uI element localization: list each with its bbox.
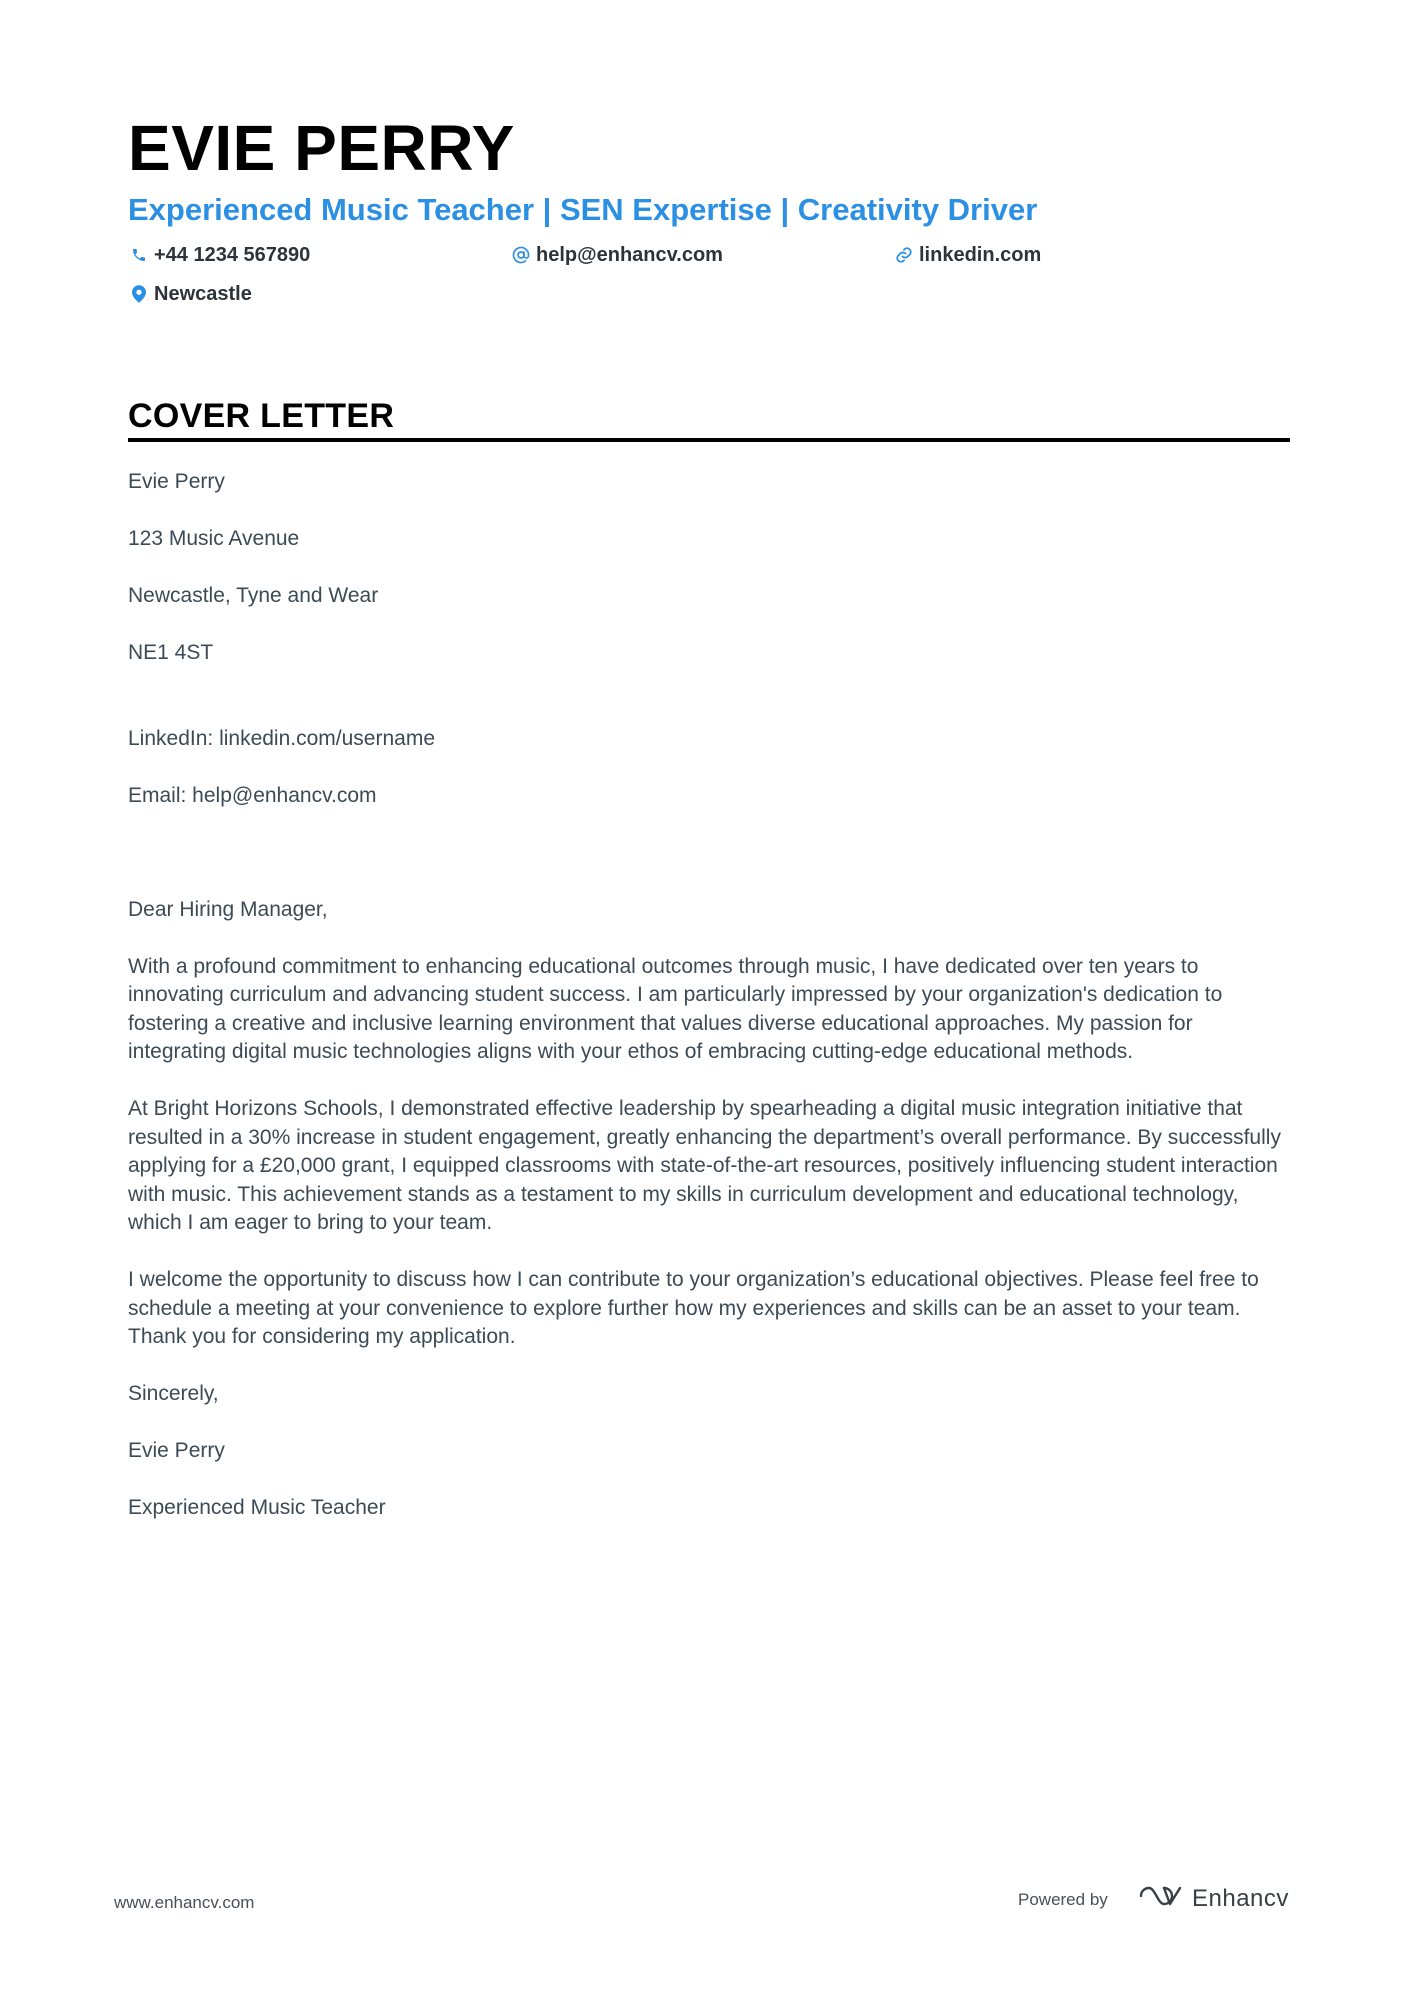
- candidate-name: EVIE PERRY: [128, 112, 515, 184]
- brand-logo[interactable]: [1138, 1884, 1289, 1913]
- location-pin-icon: [128, 283, 150, 305]
- address-line-2: Newcastle, Tyne and Wear: [128, 584, 379, 607]
- salutation: Dear Hiring Manager,: [128, 897, 328, 921]
- phone-text: +44 1234 567890: [154, 243, 311, 266]
- section-title: COVER LETTER: [128, 397, 395, 435]
- brand-name: Enhancv: [1192, 1884, 1289, 1912]
- spacer: [128, 696, 1290, 725]
- signature-name: Evie Perry: [128, 1439, 225, 1462]
- enhancv-logo-icon: [1138, 1884, 1184, 1913]
- postcode: NE1 4ST: [128, 641, 214, 664]
- contact-phone: [128, 241, 310, 269]
- spacer: [128, 839, 1290, 896]
- sender-name: Evie Perry: [128, 470, 225, 493]
- closing: Sincerely,: [128, 1382, 219, 1405]
- paragraph-3: I welcome the opportunity to discuss how I can contribute to your organization’s educational objectives. Please feel free to schedule a meeting at your convenience to explore further how my experiences and skills can be an asset to your team. Thank you for considering my application.: [128, 1268, 1259, 1348]
- paragraph-1: With a profound commitment to enhancing educational outcomes through music, I have dedicated over ten years to innovating curriculum and advancing student success. I am particularly impressed by your organization's dedication to fostering a creative and inclusive learning environment that values diverse educational approaches. My passion for integrating digital music technologies aligns with your ethos of embracing cutting-edge educational methods.: [128, 954, 1223, 1063]
- section-divider: [128, 438, 1290, 442]
- footer-url[interactable]: www.enhancv.com: [114, 1893, 255, 1912]
- link-icon: [893, 244, 915, 266]
- contact-location: [128, 280, 252, 308]
- at-sign-icon: [510, 244, 532, 266]
- website-text[interactable]: linkedin.com: [919, 243, 1042, 266]
- email-line: Email: help@enhancv.com: [128, 783, 377, 807]
- candidate-headline: Experienced Music Teacher | SEN Expertise | Creativity Driver: [128, 192, 1038, 227]
- phone-icon: [128, 244, 150, 266]
- address-line-1: 123 Music Avenue: [128, 527, 300, 550]
- powered-by-text: Powered by: [1018, 1890, 1108, 1909]
- contact-email[interactable]: [510, 241, 723, 269]
- contact-website[interactable]: [893, 241, 1041, 269]
- location-text: Newcastle: [154, 282, 252, 305]
- paragraph-2: At Bright Horizons Schools, I demonstrated effective leadership by spearheading a digital music integration initiative that resulted in a 30% increase in student engagement, greatly enhancing the department’s overall performance. By successfully applying for a £20,000 grant, I equipped classrooms with state-of-the-art resources, positively influencing student interaction with music. This achievement stands as a testament to my skills in curriculum development and educational technology, which I am eager to bring to your team.: [128, 1097, 1281, 1234]
- email-text[interactable]: help@enhancv.com: [536, 243, 723, 266]
- letter-body: [128, 468, 1290, 1551]
- signature-title: Experienced Music Teacher: [128, 1496, 386, 1519]
- linkedin-line: LinkedIn: linkedin.com/username: [128, 726, 436, 750]
